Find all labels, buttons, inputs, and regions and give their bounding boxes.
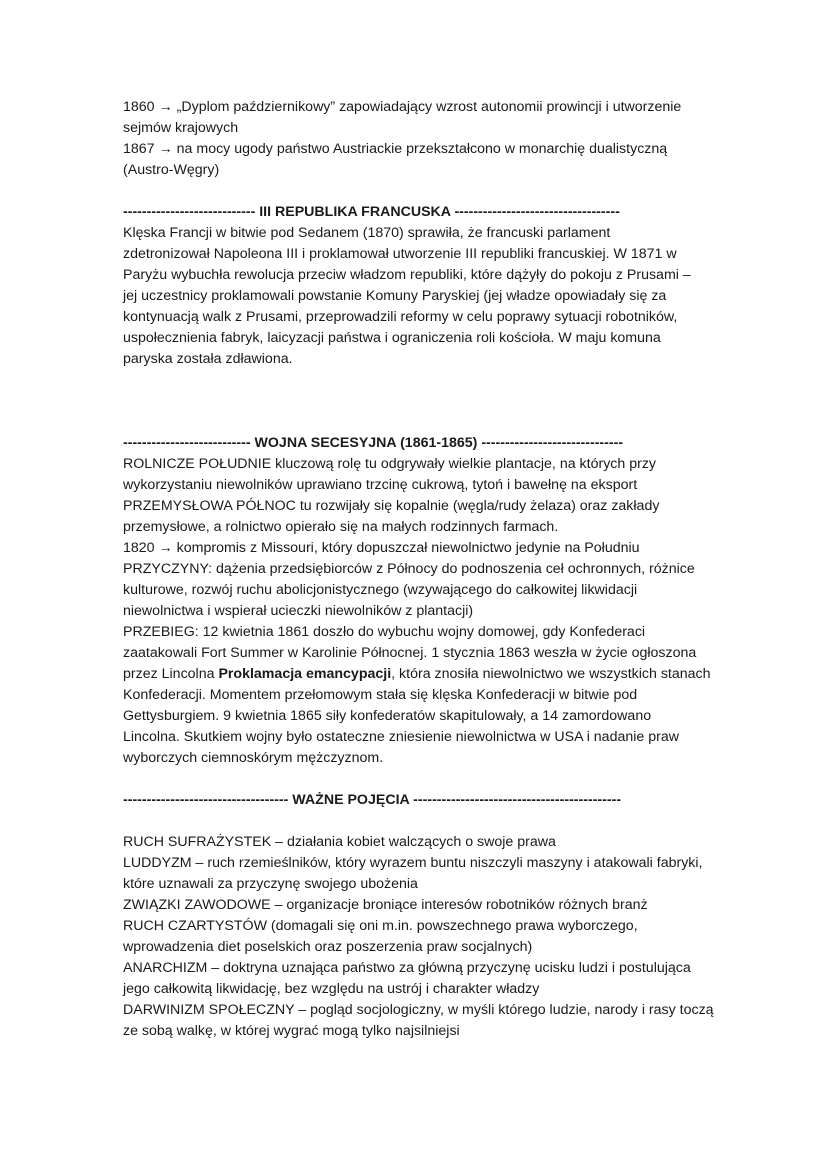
paragraph-line: PRZEMYSŁOWA PÓŁNOC tu rozwijały się kopalnie (węgla/rudy żelaza) oraz zakłady	[123, 498, 660, 514]
paragraph-line: kulturowe, rozwój ruchu abolicjonistycznego (wzywającego do całkowitej likwidacji	[123, 582, 638, 598]
paragraph-line: PRZYCZYNY: dążenia przedsiębiorców z Północy do podnoszenia ceł ochronnych, różnice	[123, 561, 695, 577]
paragraph-line: Klęska Francji w bitwie pod Sedanem (1870) sprawiła, że francuski parlament	[123, 225, 611, 241]
section-header: --------------------------- WOJNA SECESYJNA (1861-1865) ------------------------------	[123, 435, 624, 451]
paragraph-line: Paryżu wybuchła rewolucja przeciw władzom republiki, które dążyły do pokoju z Prusami –	[123, 267, 691, 283]
bold-term: Proklamacja emancypacji	[218, 666, 392, 682]
paragraph-line: uspołecznienia fabryk, laicyzacji państwa i ograniczenia roli kościoła. W maju komuna	[123, 330, 661, 346]
pojecia-section	[123, 790, 733, 1042]
year: 1860	[123, 99, 155, 115]
paragraph-line: zaatakowali Fort Summer w Karolinie Północnej. 1 stycznia 1863 weszła w życie ogłoszona	[123, 645, 697, 661]
intro-line	[123, 139, 733, 160]
term-line: ze sobą walkę, w której wygrać mogą tylko najsilniejsi	[123, 1023, 460, 1039]
wojna-section	[123, 433, 733, 769]
arrow-icon: →	[158, 99, 173, 115]
paragraph-line: jej uczestnicy proklamowali powstanie Komuny Paryskiej (jej władze opowiadały się za	[123, 288, 667, 304]
paragraph-line: niewolnictwa i wspierał ucieczki niewolników z plantacji)	[123, 603, 474, 619]
paragraph-line: Gettysburgiem. 9 kwietnia 1865 siły konfederatów skapitulowały, a 14 zamordowano	[123, 708, 652, 724]
text-1820: kompromis z Missouri, który dopuszczał niewolnictwo jedynie na Południu	[176, 540, 640, 556]
intro-line	[123, 97, 733, 118]
text-pre: przez Lincolna	[123, 666, 219, 682]
year: 1867	[123, 141, 155, 157]
term-line: ZWIĄZKI ZAWODOWE – organizacje broniące interesów robotników różnych branż	[123, 897, 648, 913]
paragraph-line: Konfederacji. Momentem przełomowym stała się klęska Konfederacji w bitwie pod	[123, 687, 638, 703]
paragraph-line	[123, 664, 733, 685]
text-post: , która znosiła niewolnictwo we wszystkich stanach	[391, 666, 711, 682]
paragraph-line: ROLNICZE POŁUDNIE kluczową rolę tu odgrywały wielkie plantacje, na których przy	[123, 456, 657, 472]
intro-text: „Dyplom październikowy” zapowiadający wzrost autonomii prowincji i utworzenie	[176, 99, 682, 115]
paragraph-line: paryska została zdławiona.	[123, 351, 293, 367]
section-header: ----------------------------------- WAŻNE POJĘCIA --------------------------------------------	[123, 792, 622, 808]
term-line: które uznawali za przyczynę swojego ubożenia	[123, 876, 418, 892]
paragraph-line: wyborczych ciemnoskórym mężczyznom.	[123, 750, 384, 766]
intro-text: na mocy ugody państwo Austriackie przekształcono w monarchię dualistyczną	[176, 141, 668, 157]
intro-line: (Austro-Węgry)	[123, 162, 220, 178]
term-line: RUCH CZARTYSTÓW (domagali się oni m.in. powszechnego prawa wyborczego,	[123, 918, 638, 934]
term-line: DARWINIZM SPOŁECZNY – pogląd socjologiczny, w myśli którego ludzie, narody i rasy toczą	[123, 1002, 714, 1018]
paragraph-line	[123, 538, 733, 559]
term-line: jego całkowitą likwidację, bez względu na ustrój i charakter władzy	[123, 981, 540, 997]
paragraph-line: wykorzystaniu niewolników uprawiano trzcinę cukrową, tytoń i bawełnę na eksport	[123, 477, 638, 493]
term-line: LUDDYZM – ruch rzemieślników, który wyrazem buntu niszczyli maszyny i atakowali fabryki,	[123, 855, 703, 871]
intro-line: sejmów krajowych	[123, 120, 239, 136]
term-line: RUCH SUFRAŻYSTEK – działania kobiet walczących o swoje prawa	[123, 834, 556, 850]
paragraph-line: PRZEBIEG: 12 kwietnia 1861 doszło do wybuchu wojny domowej, gdy Konfederaci	[123, 624, 646, 640]
arrow-icon: →	[158, 141, 173, 157]
term-line: ANARCHIZM – doktryna uznająca państwo za główną przyczynę ucisku ludzi i postulująca	[123, 960, 691, 976]
arrow-icon: →	[158, 540, 173, 556]
document-content	[123, 97, 733, 1042]
section-header: ---------------------------- III REPUBLIKA FRANCUSKA -----------------------------------	[123, 204, 620, 220]
republika-section	[123, 202, 733, 370]
paragraph-line: kontynuacją walk z Prusami, przeprowadzili reformy w celu poprawy sytuacji robotników,	[123, 309, 678, 325]
paragraph-line: przemysłowe, a rolnictwo opierało się na małych rodzinnych farmach.	[123, 519, 559, 535]
paragraph-line: Lincolna. Skutkiem wojny było ostateczne zniesienie niewolnictwa w USA i nadanie praw	[123, 729, 679, 745]
intro-section	[123, 97, 733, 181]
year: 1820	[123, 540, 155, 556]
term-line: wprowadzenia diet poselskich oraz poszerzenia praw socjalnych)	[123, 939, 533, 955]
paragraph-line: zdetronizował Napoleona III i proklamował utworzenie III republiki francuskiej. W 1871 w	[123, 246, 677, 262]
